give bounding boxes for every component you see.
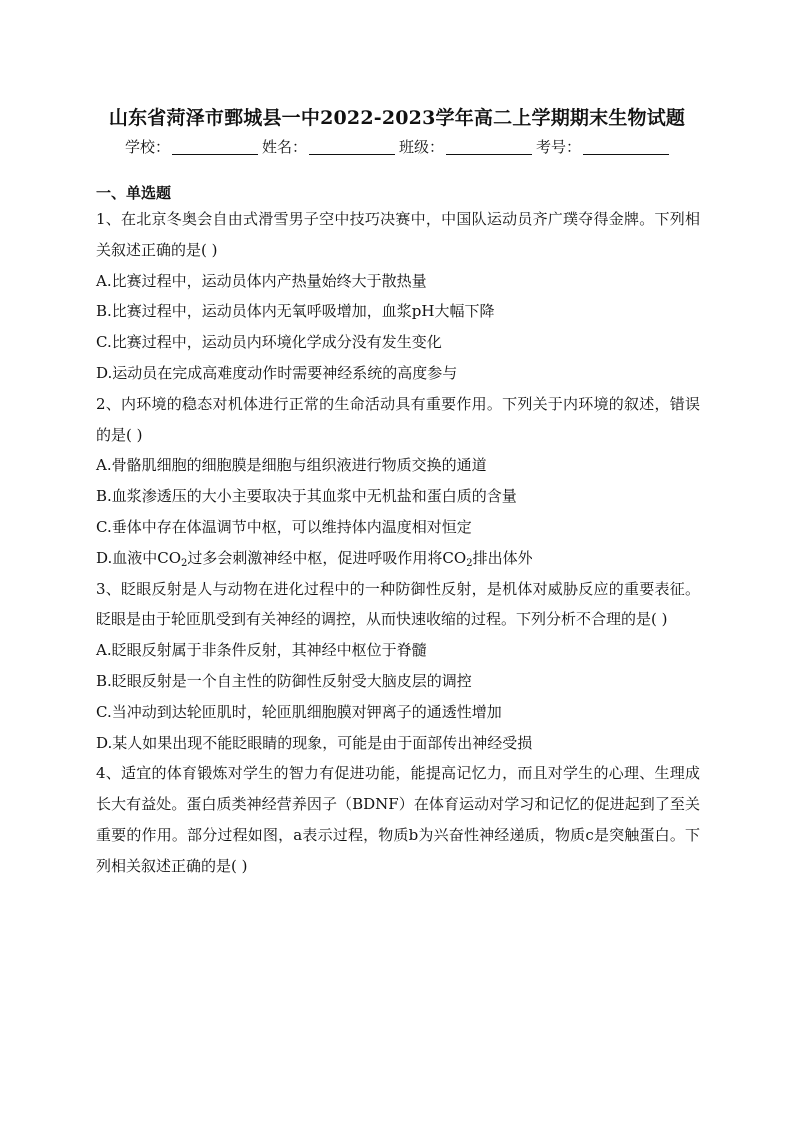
section-heading: 一、单选题 bbox=[96, 184, 172, 202]
question-2 bbox=[96, 389, 700, 574]
option-c: C.比赛过程中，运动员内环境化学成分没有发生变化 bbox=[96, 333, 442, 352]
questions-list bbox=[96, 204, 700, 882]
question-stem: 2、内环境的稳态对机体进行正常的生命活动具有重要作用。下列关于内环境的叙述，错误的是( ) bbox=[96, 394, 700, 444]
question-stem: 1、在北京冬奥会自由式滑雪男子空中技巧决赛中，中国队运动员齐广璞夺得金牌。下列相关叙述正确的是( ) bbox=[96, 210, 700, 259]
school-blank bbox=[172, 140, 258, 155]
option-d bbox=[96, 543, 700, 574]
class-label: 班级： bbox=[399, 138, 445, 156]
name-label: 姓名： bbox=[261, 138, 307, 156]
class-blank bbox=[446, 140, 532, 155]
option-b: B.比赛过程中，运动员体内无氧呼吸增加，血浆pH大幅下降 bbox=[96, 302, 495, 321]
option-d-subscript-1: 2 bbox=[181, 557, 188, 569]
exam-number-label: 考号： bbox=[536, 138, 582, 156]
exam-number-blank bbox=[583, 140, 669, 155]
option-c: C.垂体中存在体温调节中枢，可以维持体内温度相对恒定 bbox=[96, 517, 472, 536]
option-d: D.某人如果出现不能眨眼睛的现象，可能是由于面部传出神经受损 bbox=[96, 733, 533, 752]
name-blank bbox=[309, 140, 395, 155]
question-1 bbox=[96, 204, 700, 389]
option-a: A.眨眼反射属于非条件反射，其神经中枢位于脊髓 bbox=[96, 641, 427, 660]
option-b: B.眨眼反射是一个自主性的防御性反射受大脑皮层的调控 bbox=[96, 671, 472, 690]
name-field bbox=[262, 136, 395, 157]
option-d-text-1: D.血液中CO bbox=[96, 548, 182, 567]
school-label: 学校： bbox=[124, 138, 170, 156]
option-a: A.骨骼肌细胞的细胞膜是细胞与组织液进行物质交换的通道 bbox=[96, 456, 487, 475]
school-field bbox=[125, 136, 258, 157]
question-3 bbox=[96, 574, 700, 759]
option-d-subscript-2: 2 bbox=[466, 557, 473, 569]
student-info-line bbox=[0, 136, 794, 157]
option-b: B.血浆渗透压的大小主要取决于其血浆中无机盐和蛋白质的含量 bbox=[96, 487, 517, 506]
question-stem: 4、适宜的体育锻炼对学生的智力有促进功能，能提高记忆力，而且对学生的心理、生理成长大有益处。蛋白质类神经营养因子（BDNF）在体育运动对学习和记忆的促进起到了至关重要的作用。部分过程如图，a表示过程，物质b为兴奋性神经递质，物质c是突触蛋白。下列相关叙述正确的是( ) bbox=[96, 764, 700, 875]
option-d-text-3: 排出体外 bbox=[472, 548, 533, 567]
option-d: D.运动员在完成高难度动作时需要神经系统的高度参与 bbox=[96, 363, 458, 382]
exam-number-field bbox=[536, 136, 669, 157]
option-a: A.比赛过程中，运动员体内产热量始终大于散热量 bbox=[96, 271, 427, 290]
exam-title: 山东省菏泽市鄄城县一中2022-2023学年高二上学期期末生物试题 bbox=[108, 107, 686, 129]
option-c: C.当冲动到达轮匝肌时，轮匝肌细胞膜对钾离子的通透性增加 bbox=[96, 702, 502, 721]
question-4 bbox=[96, 758, 700, 881]
class-field bbox=[399, 136, 532, 157]
question-stem: 3、眨眼反射是人与动物在进化过程中的一种防御性反射，是机体对威胁反应的重要表征。眨眼是由于轮匝肌受到有关神经的调控，从而快速收缩的过程。下列分析不合理的是( ) bbox=[96, 579, 700, 629]
option-d-text-2: 过多会刺激神经中枢，促进呼吸作用将CO bbox=[187, 548, 467, 567]
